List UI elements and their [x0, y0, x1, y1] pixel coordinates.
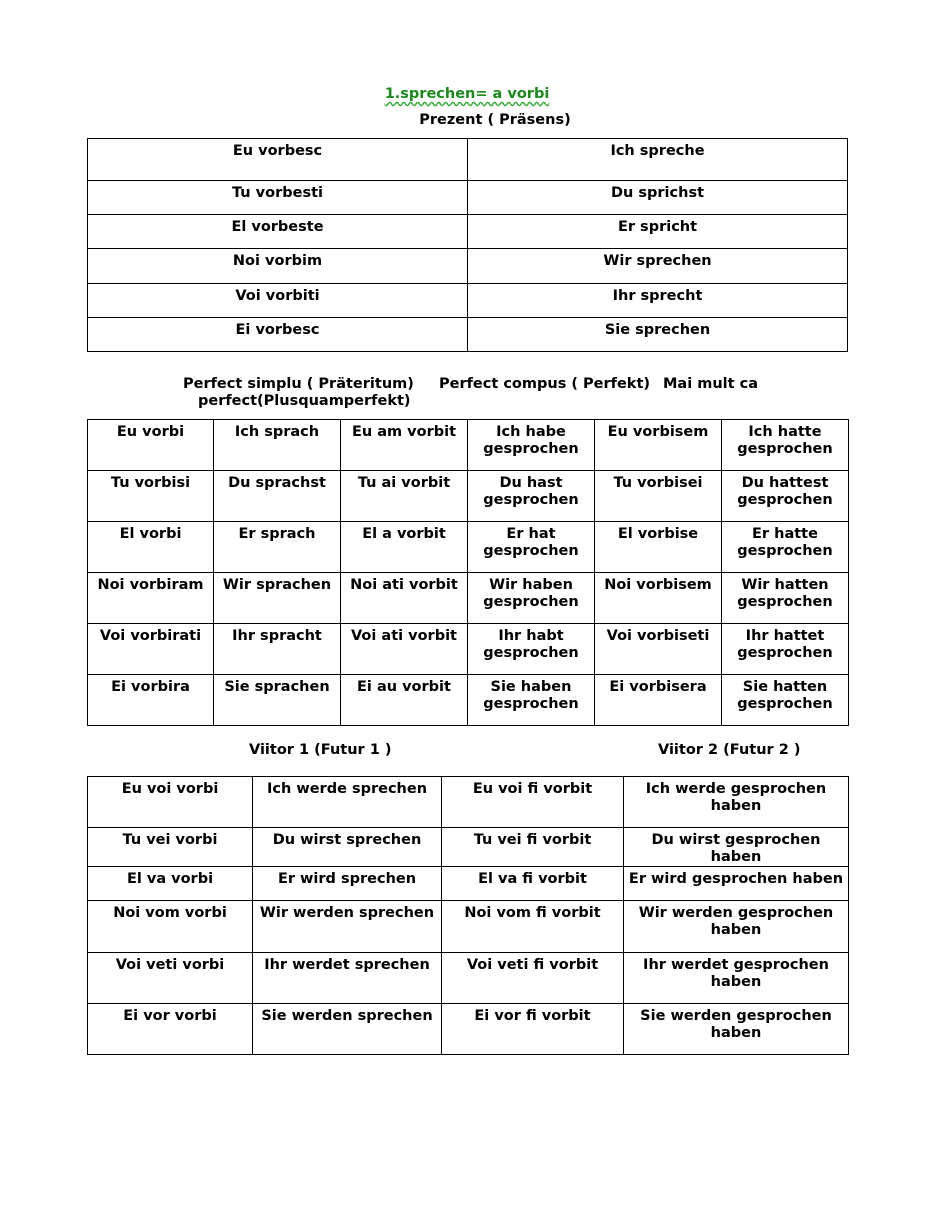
- plusquamperfekt-cell: Sie hatten gesprochen: [722, 675, 849, 726]
- perfect-simplu-heading: Perfect simplu ( Präteritum): [183, 376, 414, 392]
- table-row: [88, 318, 848, 352]
- page-title: 1.sprechen= a vorbi: [384, 86, 550, 102]
- perfect-compus-ro-cell: Eu am vorbit: [341, 420, 468, 471]
- german-cell: Sie sprechen: [468, 318, 848, 352]
- table-row: [88, 573, 849, 624]
- present-table: [87, 138, 848, 352]
- perfect-simplu-ro-cell: Noi vorbiram: [88, 573, 214, 624]
- table-row: [88, 215, 848, 249]
- german-cell: Wir sprechen: [468, 249, 848, 284]
- perfect-compus-ro-cell: Tu ai vorbit: [341, 471, 468, 522]
- table-row: [88, 828, 849, 867]
- viitor-2-ro-cell: Noi vom fi vorbit: [442, 901, 624, 953]
- praeteritum-cell: Wir sprachen: [214, 573, 341, 624]
- mai-mult-ca-perfect-ro-cell: Eu vorbisem: [595, 420, 722, 471]
- futur-2-cell: Du wirst gesprochen haben: [624, 828, 849, 867]
- futur-2-cell: Wir werden gesprochen haben: [624, 901, 849, 953]
- german-cell: Ich spreche: [468, 139, 848, 181]
- table-row: [88, 624, 849, 675]
- present-heading: Prezent ( Präsens): [419, 112, 571, 128]
- plusquamperfekt-heading: perfect(Plusquamperfekt): [198, 393, 411, 409]
- german-cell: Ihr sprecht: [468, 284, 848, 318]
- romanian-cell: Noi vorbim: [88, 249, 468, 284]
- mai-mult-ca-perfect-ro-cell: El vorbise: [595, 522, 722, 573]
- plusquamperfekt-cell: Ihr hattet gesprochen: [722, 624, 849, 675]
- praeteritum-cell: Du sprachst: [214, 471, 341, 522]
- perfect-simplu-ro-cell: Ei vorbira: [88, 675, 214, 726]
- perfekt-cell: Wir haben gesprochen: [468, 573, 595, 624]
- praeteritum-cell: Ihr spracht: [214, 624, 341, 675]
- plusquamperfekt-cell: Du hattest gesprochen: [722, 471, 849, 522]
- table-row: [88, 953, 849, 1004]
- viitor-1-ro-cell: Noi vom vorbi: [88, 901, 253, 953]
- futur-1-cell: Ihr werdet sprechen: [253, 953, 442, 1004]
- german-cell: Du sprichst: [468, 181, 848, 215]
- table-row: [88, 139, 848, 181]
- table-row: [88, 522, 849, 573]
- mai-mult-ca-perfect-ro-cell: Ei vorbisera: [595, 675, 722, 726]
- romanian-cell: Tu vorbesti: [88, 181, 468, 215]
- table-row: [88, 777, 849, 828]
- perfect-simplu-ro-cell: El vorbi: [88, 522, 214, 573]
- futur-1-cell: Du wirst sprechen: [253, 828, 442, 867]
- table-row: [88, 471, 849, 522]
- viitor-1-ro-cell: El va vorbi: [88, 867, 253, 901]
- praeteritum-cell: Ich sprach: [214, 420, 341, 471]
- table-row: [88, 249, 848, 284]
- mai-mult-ca-perfect-ro-cell: Tu vorbisei: [595, 471, 722, 522]
- table-row: [88, 675, 849, 726]
- viitor-1-heading: Viitor 1 (Futur 1 ): [249, 742, 392, 758]
- plusquamperfekt-cell: Wir hatten gesprochen: [722, 573, 849, 624]
- perfect-compus-ro-cell: Voi ati vorbit: [341, 624, 468, 675]
- perfect-compus-heading: Perfect compus ( Perfekt): [439, 376, 651, 392]
- viitor-1-ro-cell: Ei vor vorbi: [88, 1004, 253, 1055]
- perfect-compus-ro-cell: Ei au vorbit: [341, 675, 468, 726]
- perfekt-cell: Sie haben gesprochen: [468, 675, 595, 726]
- future-tenses-table: [87, 776, 849, 1055]
- table-row: [88, 420, 849, 471]
- viitor-2-ro-cell: Eu voi fi vorbit: [442, 777, 624, 828]
- futur-1-cell: Wir werden sprechen: [253, 901, 442, 953]
- futur-2-cell: Sie werden gesprochen haben: [624, 1004, 849, 1055]
- table-row: [88, 284, 848, 318]
- futur-2-cell: Ihr werdet gesprochen haben: [624, 953, 849, 1004]
- viitor-2-ro-cell: Tu vei fi vorbit: [442, 828, 624, 867]
- plusquamperfekt-cell: Er hatte gesprochen: [722, 522, 849, 573]
- futur-2-cell: Ich werde gesprochen haben: [624, 777, 849, 828]
- viitor-1-ro-cell: Tu vei vorbi: [88, 828, 253, 867]
- futur-1-cell: Sie werden sprechen: [253, 1004, 442, 1055]
- futur-2-cell: Er wird gesprochen haben: [624, 867, 849, 901]
- perfekt-cell: Er hat gesprochen: [468, 522, 595, 573]
- table-row: [88, 867, 849, 901]
- perfekt-cell: Du hast gesprochen: [468, 471, 595, 522]
- praeteritum-cell: Sie sprachen: [214, 675, 341, 726]
- perfect-simplu-ro-cell: Voi vorbirati: [88, 624, 214, 675]
- perfect-simplu-ro-cell: Tu vorbisi: [88, 471, 214, 522]
- viitor-1-ro-cell: Eu voi vorbi: [88, 777, 253, 828]
- viitor-2-ro-cell: Voi veti fi vorbit: [442, 953, 624, 1004]
- viitor-1-ro-cell: Voi veti vorbi: [88, 953, 253, 1004]
- mai-mult-ca-perfect-ro-cell: Noi vorbisem: [595, 573, 722, 624]
- table-row: [88, 901, 849, 953]
- table-row: [88, 181, 848, 215]
- viitor-2-heading: Viitor 2 (Futur 2 ): [658, 742, 801, 758]
- perfect-compus-ro-cell: Noi ati vorbit: [341, 573, 468, 624]
- mai-mult-ca-perfect-heading: Mai mult ca: [663, 376, 758, 392]
- romanian-cell: Eu vorbesc: [88, 139, 468, 181]
- plusquamperfekt-cell: Ich hatte gesprochen: [722, 420, 849, 471]
- perfect-simplu-ro-cell: Eu vorbi: [88, 420, 214, 471]
- praeteritum-cell: Er sprach: [214, 522, 341, 573]
- futur-1-cell: Er wird sprechen: [253, 867, 442, 901]
- table-row: [88, 1004, 849, 1055]
- mai-mult-ca-perfect-ro-cell: Voi vorbiseti: [595, 624, 722, 675]
- perfect-compus-ro-cell: El a vorbit: [341, 522, 468, 573]
- romanian-cell: Ei vorbesc: [88, 318, 468, 352]
- romanian-cell: Voi vorbiti: [88, 284, 468, 318]
- romanian-cell: El vorbeste: [88, 215, 468, 249]
- german-cell: Er spricht: [468, 215, 848, 249]
- perfekt-cell: Ich habe gesprochen: [468, 420, 595, 471]
- viitor-2-ro-cell: Ei vor fi vorbit: [442, 1004, 624, 1055]
- past-tenses-table: [87, 419, 849, 726]
- perfekt-cell: Ihr habt gesprochen: [468, 624, 595, 675]
- viitor-2-ro-cell: El va fi vorbit: [442, 867, 624, 901]
- futur-1-cell: Ich werde sprechen: [253, 777, 442, 828]
